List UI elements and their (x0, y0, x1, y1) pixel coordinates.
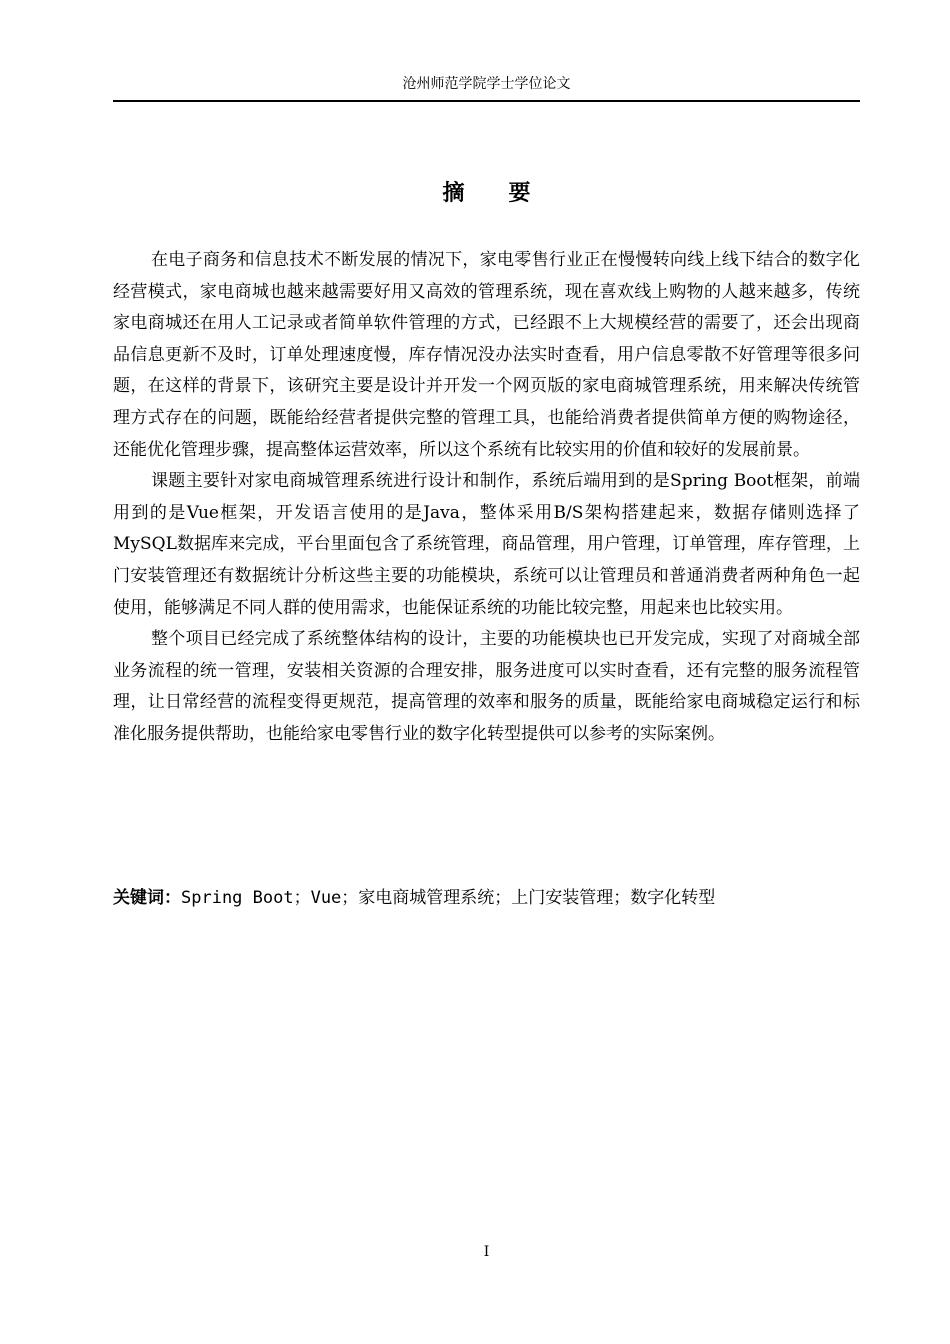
abstract-paragraph-3: 整个项目已经完成了系统整体结构的设计，主要的功能模块也已开发完成，实现了对商城全部业务流程的统一管理，安装相关资源的合理安排，服务进度可以实时查看，还有完整的服务流程管理，让日常经营的流程变得更规范，提高管理的效率和服务的质量，既能给家电商城稳定运行和标准化服务提供帮助，也能给家电零售行业的数字化转型提供可以参考的实际案例。 (113, 629, 860, 744)
abstract-paragraph-2: 课题主要针对家电商城管理系统进行设计和制作，系统后端用到的是Spring Boot框架，前端用到的是Vue框架，开发语言使用的是Java，整体采用B/S架构搭建起来，数据存储则选择了MySQL数据库来完成，平台里面包含了系统管理，商品管理，用户管理，订单管理，库存管理，上门安装管理还有数据统计分析这些主要的功能模块，系统可以让管理员和普通消费者两种角色一起使用，能够满足不同人群的使用需求，也能保证系统的功能比较完整，用起来也比较实用。 (113, 471, 860, 618)
page-number: I (483, 1244, 490, 1260)
header-rule (113, 100, 860, 102)
keywords-text: Spring Boot；Vue；家电商城管理系统；上门安装管理；数字化转型 (181, 888, 716, 908)
keywords-line (113, 884, 860, 912)
abstract-title: 摘要 (442, 181, 575, 206)
abstract-body (113, 245, 860, 751)
abstract-paragraph-1: 在电子商务和信息技术不断发展的情况下，家电零售行业正在慢慢转向线上线下结合的数字化经营模式，家电商城也越来越需要好用又高效的管理系统，现在喜欢线上购物的人越来越多，传统家电商城还在用人工记录或者简单软件管理的方式，已经跟不上大规模经营的需要了，还会出现商品信息更新不及时，订单处理速度慢，库存情况没办法实时查看，用户信息零散不好管理等很多问题，在这样的背景下，该研究主要是设计并开发一个网页版的家电商城管理系统，用来解决传统管理方式存在的问题，既能给经营者提供完整的管理工具，也能给消费者提供简单方便的购物途径，还能优化管理步骤，提高整体运营效率，所以这个系统有比较实用的价值和较好的发展前景。 (113, 250, 860, 460)
keywords-label: 关键词： (113, 888, 181, 908)
running-header: 沧州师范学院学士学位论文 (402, 76, 571, 92)
